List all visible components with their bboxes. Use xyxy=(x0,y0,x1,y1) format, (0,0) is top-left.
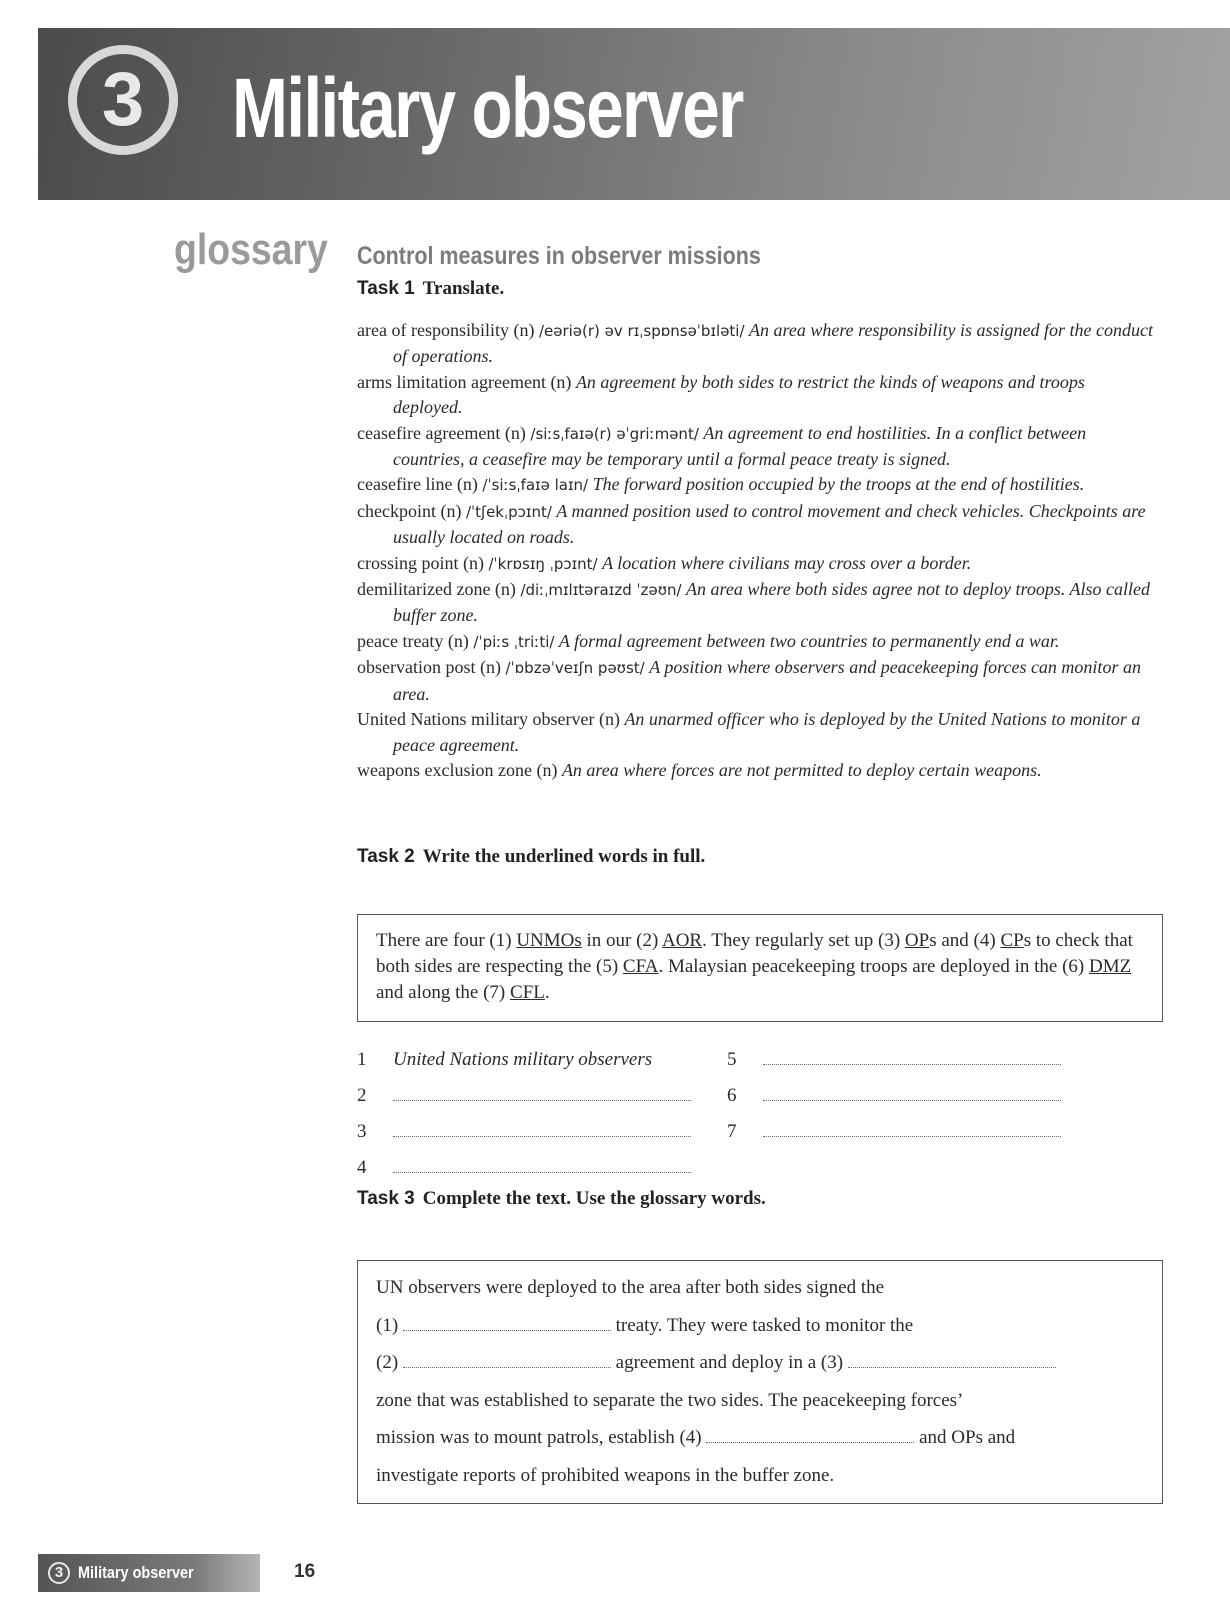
unit-number-badge: 3 xyxy=(68,45,178,155)
answer-line[interactable]: 6 xyxy=(727,1084,1061,1108)
gap-1-blank[interactable] xyxy=(403,1316,611,1331)
answer-blank[interactable] xyxy=(393,1084,691,1101)
page-number: 16 xyxy=(294,1561,316,1582)
task1-number: Task 1 xyxy=(357,278,415,299)
gap-2-blank[interactable] xyxy=(403,1353,611,1368)
answer-line[interactable]: 7 xyxy=(727,1120,1061,1144)
section-label: glossary xyxy=(174,225,328,274)
glossary-list xyxy=(357,318,1157,783)
task1-heading xyxy=(357,278,504,300)
gap-4-blank[interactable] xyxy=(706,1428,914,1443)
answer-blank[interactable] xyxy=(393,1156,691,1173)
answer-line: 1 United Nations military observers xyxy=(357,1049,653,1070)
glossary-entry: demilitarized zone (n) /diːˌmɪlɪtəraɪzd ˈzəʊn/ An area where both sides agree not to deploy troops. Also called buffer zone. xyxy=(357,579,1150,626)
glossary-entry: crossing point (n) /ˈkrɒsɪŋ ˌpɔɪnt/ A location where civilians may cross over a border. xyxy=(357,552,972,573)
footer-unit-label: Military observer xyxy=(78,1563,194,1582)
answer-text: United Nations military observers xyxy=(393,1049,653,1070)
task2-text-box: There are four (1) UNMOs in our (2) AOR. They regularly set up (3) OPs and (4) CPs to check that both sides are respecting the (5) CFA. Malaysian peacekeeping troops are deployed in the (6) DMZ and along the (7) CFL. xyxy=(357,914,1163,1022)
glossary-entry: United Nations military observer (n) An unarmed officer who is deployed by the United Nations to monitor a peace agreement. xyxy=(357,709,1141,755)
glossary-entry: observation post (n) /ˈɒbzəˈveɪʃn pəʊst/ A position where observers and peacekeeping forces can monitor an area. xyxy=(357,657,1141,704)
task2-answer-list xyxy=(357,1048,1077,1188)
gap-3-blank[interactable] xyxy=(848,1353,1056,1368)
task2-heading xyxy=(357,846,705,868)
section-title: Control measures in observer missions xyxy=(357,242,761,270)
glossary-entry: arms limitation agreement (n) An agreement by both sides to restrict the kinds of weapons and troops deployed. xyxy=(357,371,1085,418)
answer-line[interactable]: 2 xyxy=(357,1084,691,1108)
task3-heading xyxy=(357,1188,766,1210)
answer-blank[interactable] xyxy=(763,1084,1061,1101)
glossary-entry: ceasefire line (n) /ˈsiːsˌfaɪə laɪn/ The forward position occupied by the troops at the end of hostilities. xyxy=(357,474,1085,495)
unit-title: Military observer xyxy=(232,61,743,155)
footer-unit-number: 3 xyxy=(48,1562,70,1584)
task3-number: Task 3 xyxy=(357,1188,415,1209)
task3-instruction: Complete the text. Use the glossary words. xyxy=(422,1188,766,1209)
task2-number: Task 2 xyxy=(357,846,415,867)
answer-line[interactable]: 5 xyxy=(727,1048,1061,1072)
answer-blank[interactable] xyxy=(763,1120,1061,1137)
task2-instruction: Write the underlined words in full. xyxy=(422,846,706,867)
task3-text-box: UN observers were deployed to the area after both sides signed the (1) treaty. They were tasked to monitor the (2) agreement and deploy in a (3) zone that was established to separate the two sides. The peacekeeping forces’ mission was to mount patrols, establish (4) and OPs and investigate reports of prohibited weapons in the buffer zone. xyxy=(357,1260,1163,1504)
glossary-entry: peace treaty (n) /ˈpiːs ˌtriːti/ A formal agreement between two countries to permanently end a war. xyxy=(357,630,1060,651)
answer-blank[interactable] xyxy=(393,1120,691,1137)
answer-line[interactable]: 4 xyxy=(357,1156,691,1180)
glossary-entry: checkpoint (n) /ˈtʃekˌpɔɪnt/ A manned position used to control movement and check vehicles. Checkpoints are usually located on roads. xyxy=(357,500,1146,548)
glossary-entry: ceasefire agreement (n) /siːsˌfaɪə(r) əˈgriːmənt/ An agreement to end hostilities. In a conflict between countries, a ceasefire may be temporary until a formal peace treaty is signed. xyxy=(357,422,1087,470)
glossary-entry: area of responsibility (n) /eəriə(r) əv rɪˌspɒnsəˈbɪləti/ An area where responsibility is assigned for the conduct of operations. xyxy=(357,320,1153,367)
answer-blank[interactable] xyxy=(763,1048,1061,1065)
glossary-entry: weapons exclusion zone (n) An area where forces are not permitted to deploy certain weapons. xyxy=(357,759,1042,780)
answer-line[interactable]: 3 xyxy=(357,1120,691,1144)
task1-instruction: Translate. xyxy=(422,278,505,299)
